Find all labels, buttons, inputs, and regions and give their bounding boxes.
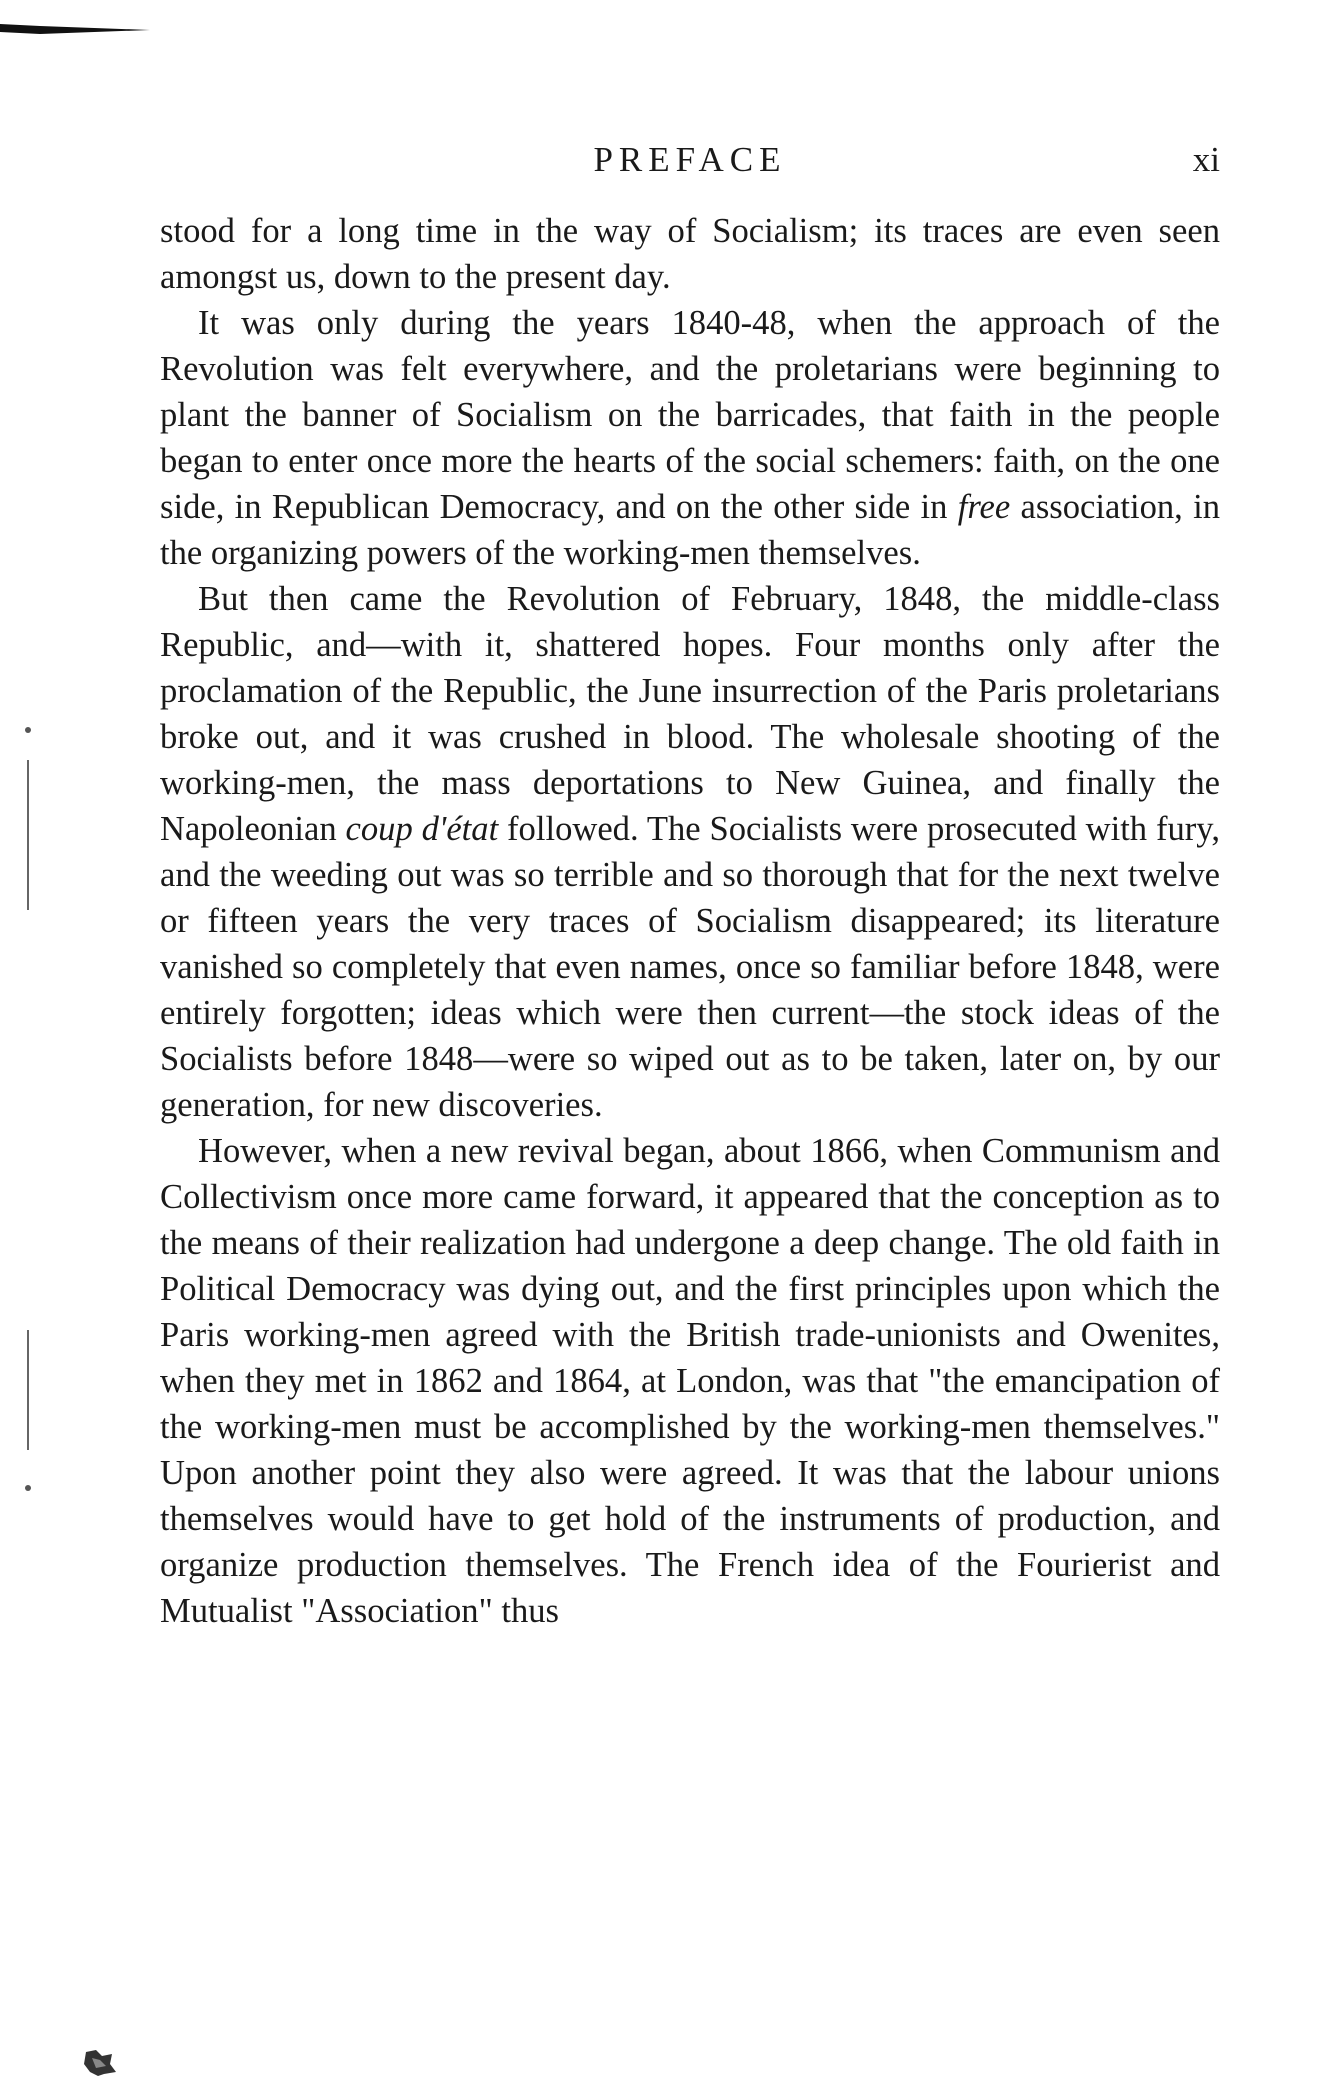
paragraph-3	[160, 576, 1220, 1128]
scan-artifact-top	[0, 22, 150, 36]
paragraph-2-emphasis: free	[957, 488, 1011, 526]
paragraph-2-text-b: association, in the organizing powers of the working-men themselves.	[160, 488, 1220, 572]
paragraph-3-emphasis: coup d'état	[345, 810, 499, 848]
paragraph-4: However, when a new revival began, about 1866, when Communism and Collectivism once more came forward, it appeared that the conception as to the means of their realization had undergone a deep change. The old faith in Political Democracy was dying out, and the first principles upon which the Paris working-men agreed with the British trade-unionists and Owenites, when they met in 1862 and 1864, at London, was that "the emancipation of the working-men must be accomplished by the working-men themselves." Upon another point they also were agreed. It was that the labour unions themselves would have to get hold of the instruments of production, and organize production themselves. The French idea of the Fourierist and Mutualist "Association" thus	[160, 1132, 1220, 1630]
running-head	[160, 138, 1220, 182]
paragraph-2	[160, 300, 1220, 576]
margin-scan-dot	[25, 727, 31, 733]
page-number: xi	[1192, 140, 1220, 179]
paragraph-3-text-a: But then came the Revolution of February, 1848, the middle-class Republic, and—with it, shattered hopes. Four months only after the proclamation of the Republic, the June insurrection of the Paris proletarians broke out, and it was crushed in blood. The wholesale shooting of the working-men, the mass deportations to New Guinea, and finally the Napoleonian	[160, 580, 1220, 848]
paragraph-1: stood for a long time in the way of Socialism; its traces are even seen amongst us, down to the present day.	[160, 212, 1220, 296]
paragraph-2-text-a: It was only during the years 1840-48, when the approach of the Revolution was felt everywhere, and the proletarians were beginning to plant the banner of Socialism on the barricades, that faith in the people began to enter once more the hearts of the social schemers: faith, on the one side, in Republican Democracy, and on the other side in	[160, 304, 1220, 526]
body-text	[160, 208, 1220, 1634]
running-title: PREFACE	[593, 140, 787, 179]
margin-scan-dot	[25, 1485, 31, 1491]
margin-scan-line	[27, 760, 29, 910]
margin-scan-line	[27, 1330, 29, 1450]
scan-artifact-bottom	[82, 2048, 118, 2078]
paragraph-3-text-b: followed. The Socialists were prosecuted with fury, and the weeding out was so terrible and so thorough that for the next twelve or fifteen years the very traces of Socialism disappeared; its literature vanished so completely that even names, once so familiar before 1848, were entirely forgotten; ideas which were then current—the stock ideas of the Socialists before 1848—were so wiped out as to be taken, later on, by our generation, for new discoveries.	[160, 810, 1220, 1124]
